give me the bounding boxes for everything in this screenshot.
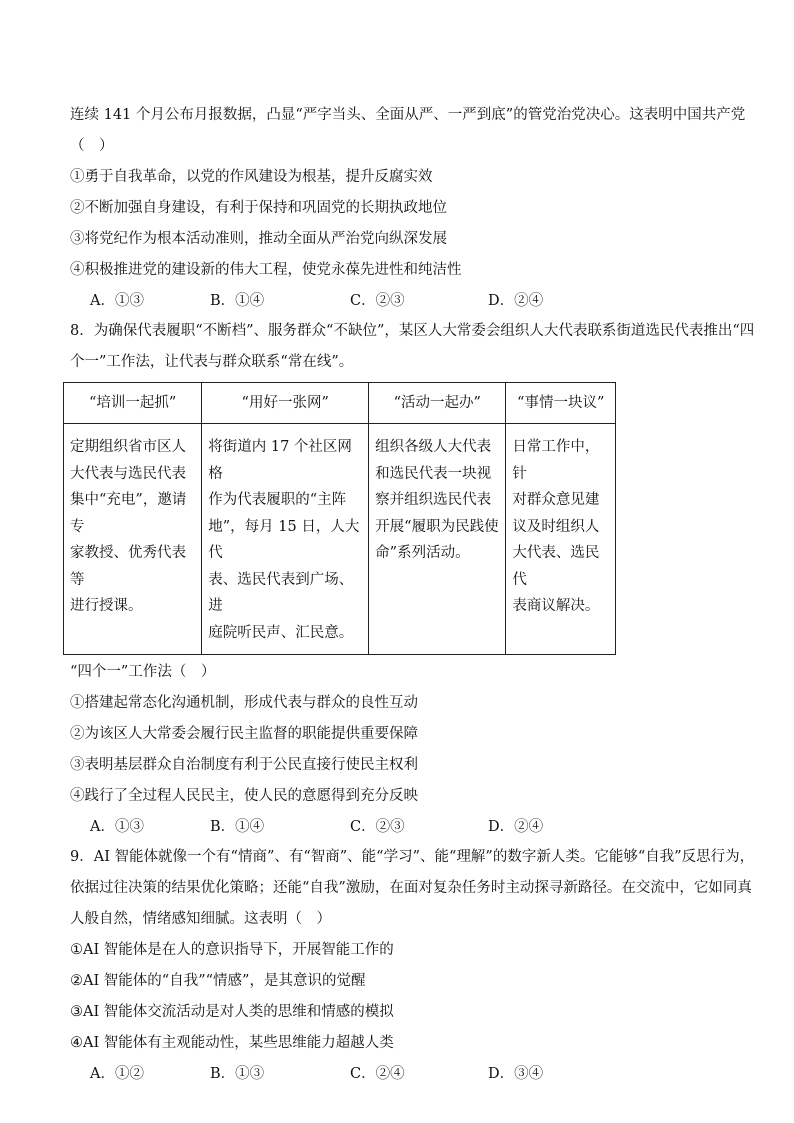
cell-line: 开展“履职为民践使 [375, 518, 499, 535]
q7-statement-3: ③将党纪作为根本活动准则，推动全面从严治党向纵深发展 [70, 231, 447, 247]
cell-line: 表、选民代表到广场、进 [208, 571, 354, 614]
q8-option-d: D．②④ [488, 819, 544, 835]
q7-option-d: D．②④ [488, 293, 544, 309]
cell-line: 定期组织省市区人 [70, 439, 186, 455]
exam-page [70, 100, 755, 1089]
q9-option-a: A．①② [90, 1066, 144, 1082]
question-9 [70, 842, 755, 1089]
q8-table-header: “事情一块议” [506, 383, 616, 424]
q7-option-a: A．①③ [90, 293, 144, 309]
q9-option-c: C．②④ [350, 1066, 405, 1082]
cell-line: 议及时组织人 [512, 518, 600, 535]
q8-statement-4: ④践行了全过程人民民主，使人民的意愿得到充分反映 [70, 788, 418, 804]
cell-line: 集中“充电”，邀请专 [70, 492, 187, 535]
q7-statement-2: ②不断加强自身建设，有利于保持和巩固党的长期执政地位 [70, 200, 447, 216]
q8-table-cell-2 [202, 424, 369, 655]
q8-statement-1: ①搭建起常态化沟通机制，形成代表与群众的良性互动 [70, 695, 418, 711]
q8-table-cell-3 [369, 424, 506, 655]
q7-options [70, 286, 730, 316]
question-7 [70, 100, 746, 316]
q8-options [70, 812, 730, 842]
q9-stem-line-2: 依据过往决策的结果优化策略；还能“自我”激励，在面对复杂任务时主动探寻新路径。在交流中，它如同真 [70, 880, 752, 896]
cell-line: 表商议解决。 [512, 598, 600, 614]
q9-statement-4: ④AI 智能体有主观能动性，某些思维能力超越人类 [70, 1035, 394, 1051]
q8-table [63, 382, 616, 655]
question-8 [70, 316, 755, 842]
q8-statement-3: ③表明基层群众自治制度有利于公民直接行使民主权利 [70, 757, 418, 773]
q8-table-cell-1 [64, 424, 202, 655]
q9-stem-line-3: 人般自然，情绪感知细腻。这表明（ ） [70, 911, 331, 927]
q7-statement-4: ④积极推进党的建设新的伟大工程，使党永葆先进性和纯洁性 [70, 262, 462, 278]
q9-statement-3: ③AI 智能体交流活动是对人类的思维和情感的模拟 [70, 1004, 394, 1020]
q7-stem-line-2: （ ） [70, 138, 114, 154]
q8-table-header: “培训一起抓” [64, 383, 202, 424]
cell-line: 日常工作中，针 [512, 439, 600, 482]
cell-line: 对群众意见建 [512, 492, 600, 508]
q8-option-c: C．②③ [350, 819, 405, 835]
cell-line: 命”系列活动。 [375, 545, 470, 561]
q7-statement-1: ①勇于自我革命，以党的作风建设为根基，提升反腐实效 [70, 169, 433, 185]
cell-line: 地”，每月 15 日，人大代 [208, 518, 360, 561]
q9-option-d: D．③④ [488, 1066, 544, 1082]
cell-line: 和选民代表一块视 [375, 465, 492, 482]
cell-line: 将街道内 17 个社区网格 [208, 439, 352, 482]
q8-prompt: “四个一”工作法（ ） [70, 664, 216, 680]
q9-option-b: B．①③ [210, 1066, 265, 1082]
cell-line: 组织各级人大代表 [375, 439, 492, 455]
q8-option-b: B．①④ [210, 819, 265, 835]
cell-line: 家教授、优秀代表等 [70, 545, 186, 588]
q9-statement-1: ①AI 智能体是在人的意识指导下，开展智能工作的 [70, 942, 394, 958]
q7-option-b: B．①④ [210, 293, 265, 309]
cell-line: 进行授课。 [70, 598, 143, 614]
q8-table-header-row [64, 383, 616, 424]
q8-statement-2: ②为该区人大常委会履行民主监督的职能提供重要保障 [70, 726, 418, 742]
q7-option-c: C．②③ [350, 293, 405, 309]
q8-table-header: “活动一起办” [369, 383, 506, 424]
cell-line: 庭院听民声、汇民意。 [208, 624, 354, 641]
q8-stem-line-2: 个一”工作法，让代表与群众联系“常在线”。 [70, 354, 354, 370]
q9-stem-line-1: 9．AI 智能体就像一个有“情商”、有“智商”、能“学习”、能“理解”的数字新人类。它能够“自我”反思行为， [70, 849, 755, 865]
q8-table-cell-4 [506, 424, 616, 655]
q9-statement-2: ②AI 智能体的“自我”“情感”，是其意识的觉醒 [70, 973, 366, 989]
q9-options [70, 1059, 730, 1089]
cell-line: 大代表、选民代 [512, 545, 600, 588]
q8-stem-line-1: 8．为确保代表履职“不断档”、服务群众“不缺位”，某区人大常委会组织人大代表联系街道选民代表推出“四 [70, 323, 755, 339]
q7-stem-line-1: 连续 141 个月公布月报数据，凸显“严字当头、全面从严、一严到底”的管党治党决心。这表明中国共产党 [70, 107, 746, 123]
q8-table-header: “用好一张网” [202, 383, 369, 424]
q8-option-a: A．①③ [90, 819, 144, 835]
q8-table-row [64, 424, 616, 655]
cell-line: 大代表与选民代表 [70, 465, 186, 482]
cell-line: 察并组织选民代表 [375, 492, 492, 508]
cell-line: 作为代表履职的“主阵 [208, 492, 347, 508]
